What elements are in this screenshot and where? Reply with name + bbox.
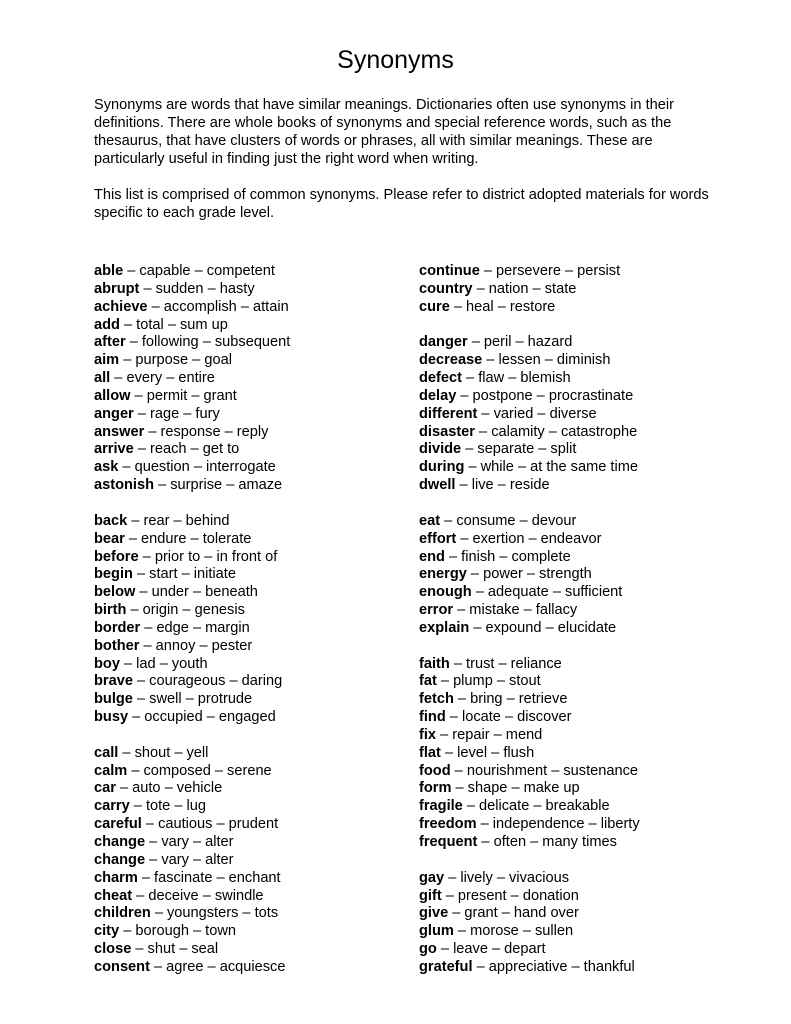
synonyms-text: – level – flush <box>440 744 535 761</box>
intro-paragraph: Synonyms are words that have similar meanings. Dictionaries often use synonyms in their definitions. There are whole books of synonyms and special reference words, such as the thesaurus, that have clusters of words or phrases, all with similar meanings. These are particularly useful in finding just the right word when writing. <box>94 97 674 167</box>
headword: go <box>419 941 437 958</box>
synonyms-text: – flaw – blemish <box>461 370 571 387</box>
synonym-entry <box>419 656 749 674</box>
headword: allow <box>94 387 131 404</box>
headword: charm <box>94 869 138 886</box>
synonym-entry <box>419 780 749 798</box>
headword: birth <box>94 602 127 619</box>
headword: able <box>94 263 124 279</box>
headword: aim <box>94 352 120 369</box>
synonyms-text: – total – sum up <box>119 316 228 333</box>
synonyms-text: – bring – retrieve <box>453 691 568 708</box>
headword: close <box>94 941 132 958</box>
synonym-entry <box>94 941 404 959</box>
synonyms-text: – cautious – prudent <box>141 816 279 833</box>
headword: country <box>419 280 473 297</box>
letter-group <box>94 263 404 495</box>
synonym-entry <box>94 334 404 352</box>
synonym-entry <box>94 602 404 620</box>
synonym-entry <box>419 727 749 745</box>
headword: explain <box>419 619 470 636</box>
synonyms-text: – courageous – daring <box>132 673 283 690</box>
headword: anger <box>94 405 134 422</box>
synonym-entry <box>419 763 749 781</box>
synonyms-text: – heal – restore <box>449 298 556 315</box>
synonym-entry <box>94 441 404 459</box>
synonym-entry <box>419 299 749 317</box>
synonym-entry <box>94 263 404 281</box>
synonyms-text: – while – at the same time <box>464 459 638 476</box>
headword: gift <box>419 887 442 904</box>
synonym-entry <box>94 691 404 709</box>
synonyms-text: – trust – reliance <box>449 655 562 672</box>
synonyms-text: – rear – behind <box>127 512 230 529</box>
headword: give <box>419 905 449 922</box>
synonyms-text: – appreciative – thankful <box>472 958 635 975</box>
headword: dwell <box>419 477 456 494</box>
synonyms-text: – shout – yell <box>118 744 209 761</box>
synonyms-text: – delicate – breakable <box>462 798 610 815</box>
synonyms-text: – origin – genesis <box>126 602 245 619</box>
headword: grateful <box>419 958 473 975</box>
intro-section <box>94 96 714 240</box>
synonym-entry <box>419 941 749 959</box>
headword: border <box>94 619 141 636</box>
synonyms-text: – vary – alter <box>145 851 234 868</box>
synonym-entry <box>419 370 749 388</box>
synonyms-text: – live – reside <box>455 477 550 494</box>
headword: change <box>94 834 146 850</box>
synonyms-text: – capable – competent <box>123 263 275 279</box>
synonyms-text: – shape – make up <box>451 780 580 797</box>
headword: energy <box>419 566 467 583</box>
synonym-entry <box>419 513 749 531</box>
synonym-column-right <box>419 263 749 995</box>
synonyms-text: – varied – diverse <box>477 405 597 422</box>
synonyms-text: – often – many times <box>477 834 617 850</box>
synonym-entry <box>94 513 404 531</box>
letter-group <box>419 334 749 495</box>
synonym-entry <box>419 923 749 941</box>
synonyms-text: – start – initiate <box>132 566 236 583</box>
synonym-entry <box>94 959 404 977</box>
synonyms-text: – plump – stout <box>436 673 541 690</box>
synonym-entry <box>94 459 404 477</box>
synonym-entry <box>419 691 749 709</box>
headword: carry <box>94 798 130 815</box>
headword: delay <box>419 387 457 404</box>
headword: food <box>419 762 451 779</box>
synonym-entry <box>94 780 404 798</box>
synonyms-text: – vary – alter <box>145 834 234 850</box>
synonym-entry <box>419 834 749 852</box>
synonyms-text: – repair – mend <box>436 726 543 743</box>
synonym-entry <box>419 816 749 834</box>
synonym-entry <box>419 441 749 459</box>
synonym-entry <box>94 709 404 727</box>
synonyms-text: – grant – hand over <box>448 905 579 922</box>
headword: children <box>94 905 151 922</box>
synonyms-text: – tote – lug <box>129 798 206 815</box>
synonyms-text: – locate – discover <box>445 709 572 726</box>
synonyms-text: – nation – state <box>472 280 577 297</box>
synonym-entry <box>94 656 404 674</box>
synonym-entry <box>419 959 749 977</box>
synonym-entry <box>419 566 749 584</box>
synonym-entry <box>94 281 404 299</box>
headword: careful <box>94 816 142 833</box>
synonyms-text: – youngsters – tots <box>150 905 279 922</box>
synonym-entry <box>94 406 404 424</box>
synonym-entry <box>419 477 749 495</box>
synonym-entry <box>94 424 404 442</box>
synonyms-text: – reach – get to <box>133 441 240 458</box>
synonyms-text: – occupied – engaged <box>128 709 276 726</box>
synonym-entry <box>419 388 749 406</box>
letter-group <box>419 263 749 317</box>
synonym-entry <box>94 638 404 656</box>
headword: continue <box>419 263 480 279</box>
headword: defect <box>419 370 462 387</box>
synonym-entry <box>419 531 749 549</box>
headword: abrupt <box>94 280 140 297</box>
synonyms-text: – leave – depart <box>436 941 546 958</box>
headword: back <box>94 512 128 529</box>
headword: call <box>94 744 119 761</box>
headword: fragile <box>419 798 463 815</box>
headword: glum <box>419 923 454 940</box>
synonyms-text: – separate – split <box>461 441 577 458</box>
letter-group <box>94 513 404 727</box>
headword: achieve <box>94 298 148 315</box>
synonyms-text: – deceive – swindle <box>132 887 264 904</box>
synonyms-text: – power – strength <box>466 566 592 583</box>
headword: before <box>94 548 139 565</box>
headword: freedom <box>419 816 477 833</box>
synonyms-text: – prior to – in front of <box>138 548 278 565</box>
headword: gay <box>419 869 445 886</box>
synonyms-text: – lessen – diminish <box>482 352 611 369</box>
synonyms-text: – composed – serene <box>127 762 272 779</box>
synonyms-text: – persevere – persist <box>479 263 621 279</box>
synonym-entry <box>94 352 404 370</box>
synonyms-text: – purpose – goal <box>119 352 232 369</box>
headword: add <box>94 316 120 333</box>
headword: cure <box>419 298 450 315</box>
synonyms-text: – postpone – procrastinate <box>456 387 634 404</box>
synonyms-text: – fascinate – enchant <box>137 869 281 886</box>
headword: during <box>419 459 465 476</box>
synonyms-text: – swell – protrude <box>132 691 253 708</box>
headword: cheat <box>94 887 133 904</box>
headword: astonish <box>94 477 155 494</box>
headword: all <box>94 370 111 387</box>
headword: disaster <box>419 423 475 440</box>
synonym-entry <box>419 263 749 281</box>
headword: ask <box>94 459 119 476</box>
headword: calm <box>94 762 128 779</box>
synonym-entry <box>94 388 404 406</box>
letter-group <box>94 745 404 977</box>
headword: arrive <box>94 441 134 458</box>
page-title: Synonyms <box>337 46 454 74</box>
headword: decrease <box>419 352 483 369</box>
headword: answer <box>94 423 145 440</box>
headword: divide <box>419 441 462 458</box>
headword: below <box>94 584 136 601</box>
headword: car <box>94 780 116 797</box>
synonym-entry <box>94 584 404 602</box>
synonym-entry <box>94 549 404 567</box>
synonyms-text: – edge – margin <box>140 619 250 636</box>
synonym-entry <box>94 745 404 763</box>
synonym-entry <box>94 763 404 781</box>
headword: danger <box>419 334 468 351</box>
synonym-entry <box>419 709 749 727</box>
synonym-entry <box>419 602 749 620</box>
headword: form <box>419 780 452 797</box>
synonyms-text: – exertion – endeavor <box>456 530 602 547</box>
synonym-entry <box>419 798 749 816</box>
headword: begin <box>94 566 133 583</box>
synonym-entry <box>94 905 404 923</box>
synonym-entry <box>419 620 749 638</box>
synonym-entry <box>94 566 404 584</box>
synonym-entry <box>94 620 404 638</box>
headword: bulge <box>94 691 133 708</box>
synonyms-text: – expound – elucidate <box>469 619 617 636</box>
synonym-entry <box>94 798 404 816</box>
synonyms-text: – annoy – pester <box>139 637 253 654</box>
synonyms-text: – agree – acquiesce <box>149 958 286 975</box>
headword: flat <box>419 744 441 761</box>
headword: busy <box>94 709 129 726</box>
headword: error <box>419 602 454 619</box>
intro-paragraph: This list is comprised of common synonyms. Please refer to district adopted materials for words specific to each grade level. <box>94 187 709 221</box>
synonyms-text: – following – subsequent <box>125 334 291 351</box>
synonym-entry <box>419 870 749 888</box>
synonyms-text: – surprise – amaze <box>154 477 283 494</box>
headword: different <box>419 405 478 422</box>
synonym-entry <box>419 745 749 763</box>
synonyms-text: – shut – seal <box>131 941 219 958</box>
synonym-entry <box>419 549 749 567</box>
synonym-entry <box>419 406 749 424</box>
synonyms-text: – auto – vehicle <box>115 780 223 797</box>
synonyms-text: – finish – complete <box>444 548 571 565</box>
synonyms-text: – present – donation <box>441 887 579 904</box>
synonym-entry <box>94 673 404 691</box>
synonyms-text: – independence – liberty <box>476 816 640 833</box>
synonyms-text: – endure – tolerate <box>124 530 252 547</box>
synonyms-text: – sudden – hasty <box>139 280 255 297</box>
headword: brave <box>94 673 133 690</box>
synonyms-text: – calamity – catastrophe <box>474 423 638 440</box>
synonym-entry <box>94 852 404 870</box>
synonyms-text: – adequate – sufficient <box>471 584 623 601</box>
synonyms-text: – lad – youth <box>119 655 208 672</box>
headword: frequent <box>419 834 478 850</box>
synonym-entry <box>94 923 404 941</box>
synonym-entry <box>419 424 749 442</box>
synonyms-text: – mistake – fallacy <box>453 602 578 619</box>
synonym-entry <box>419 281 749 299</box>
synonym-entry <box>94 370 404 388</box>
headword: bother <box>94 637 140 654</box>
synonym-entry <box>94 531 404 549</box>
headword: after <box>94 334 126 351</box>
letter-group <box>419 513 749 638</box>
synonyms-text: – every – entire <box>110 370 215 387</box>
synonym-entry <box>94 870 404 888</box>
headword: bear <box>94 530 125 547</box>
synonyms-text: – permit – grant <box>130 387 237 404</box>
synonyms-text: – peril – hazard <box>467 334 573 351</box>
synonyms-text: – response – reply <box>144 423 269 440</box>
synonyms-text: – consume – devour <box>440 512 577 529</box>
headword: eat <box>419 512 441 529</box>
synonym-entry <box>94 477 404 495</box>
synonym-entry <box>419 584 749 602</box>
synonym-entry <box>419 888 749 906</box>
synonym-entry <box>94 299 404 317</box>
headword: faith <box>419 655 450 672</box>
letter-group <box>419 656 749 852</box>
synonyms-text: – rage – fury <box>133 405 220 422</box>
synonyms-text: – nourishment – sustenance <box>450 762 639 779</box>
headword: fetch <box>419 691 454 708</box>
headword: end <box>419 548 445 565</box>
headword: find <box>419 709 446 726</box>
headword: fix <box>419 726 437 743</box>
synonym-entry <box>419 459 749 477</box>
headword: effort <box>419 530 457 547</box>
synonyms-text: – accomplish – attain <box>147 298 289 315</box>
synonyms-text: – under – beneath <box>135 584 258 601</box>
synonym-entry <box>419 905 749 923</box>
synonyms-text: – morose – sullen <box>453 923 574 940</box>
synonym-entry <box>94 888 404 906</box>
synonyms-text: – question – interrogate <box>118 459 276 476</box>
headword: boy <box>94 655 120 672</box>
synonyms-text: – lively – vivacious <box>444 869 570 886</box>
headword: consent <box>94 958 150 975</box>
synonym-entry <box>419 673 749 691</box>
synonyms-text: – borough – town <box>119 923 236 940</box>
synonym-entry <box>419 334 749 352</box>
headword: enough <box>419 584 472 601</box>
synonym-entry <box>94 317 404 335</box>
headword: change <box>94 851 146 868</box>
synonym-entry <box>94 816 404 834</box>
headword: fat <box>419 673 437 690</box>
letter-group <box>419 870 749 977</box>
headword: city <box>94 923 120 940</box>
synonym-column-left <box>94 263 404 995</box>
synonym-entry <box>419 352 749 370</box>
synonym-entry <box>94 834 404 852</box>
